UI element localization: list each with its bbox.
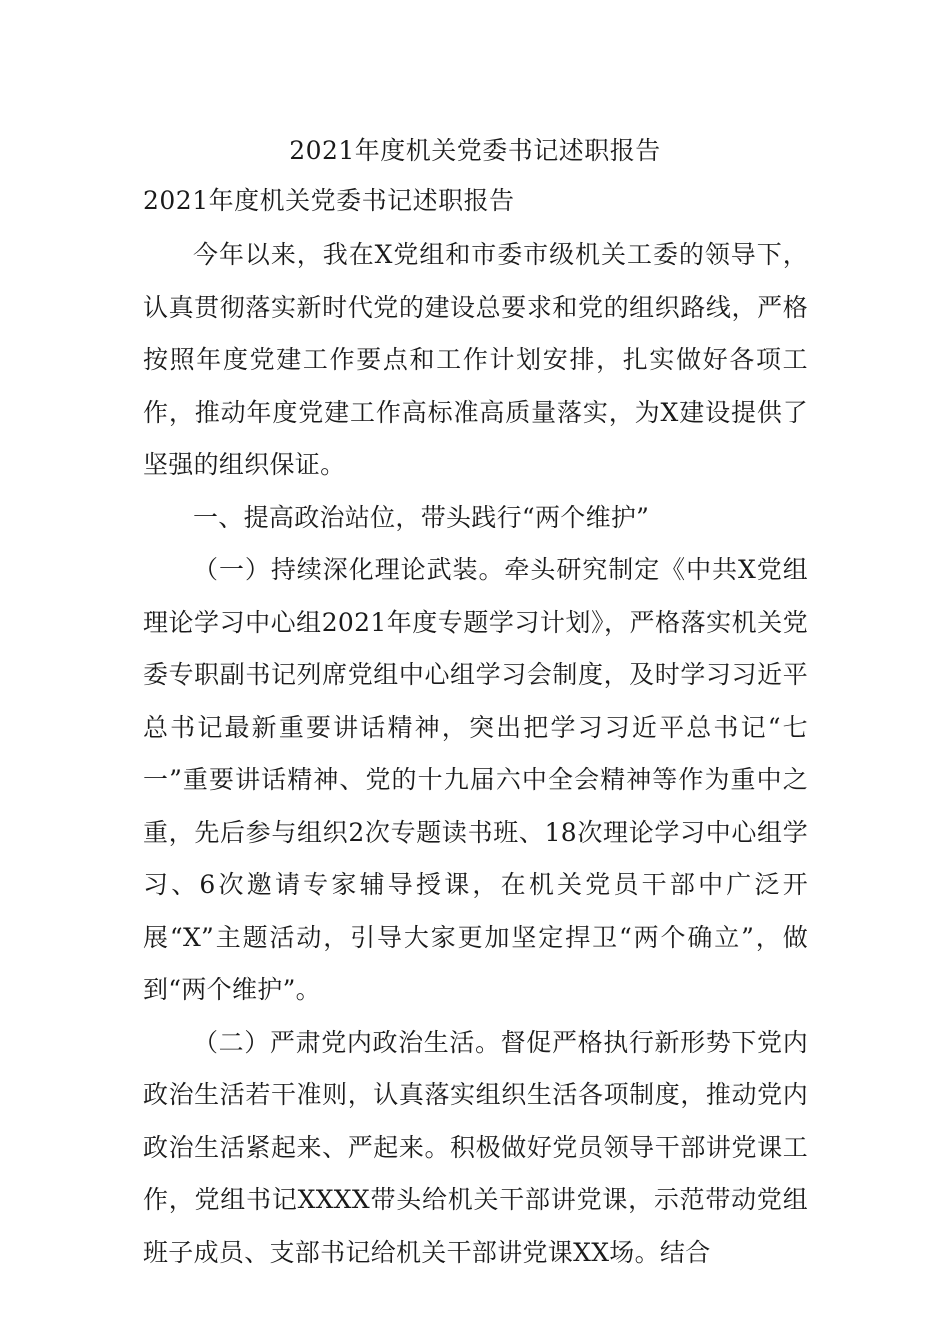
document-body	[143, 229, 808, 1279]
document-title: 2021年度机关党委书记述职报告	[289, 136, 661, 165]
section-heading-1: 一、提高政治站位，带头践行“两个维护”	[193, 502, 650, 532]
paragraph-party-life: （二）严肃党内政治生活。督促严格执行新形势下党内政治生活若干准则，认真落实组织生活各项制度，推动党内政治生活紧起来、严起来。积极做好党员领导干部讲党课工作，党组书记XXXX带头给机关干部讲党课，示范带动党组班子成员、支部书记给机关干部讲党课XX场。结合	[143, 1027, 808, 1267]
document-subtitle: 2021年度机关党委书记述职报告	[143, 186, 515, 215]
paragraph-theory-study: （一）持续深化理论武装。牵头研究制定《中共X党组理论学习中心组2021年度专题学习计划》，严格落实机关党委专职副书记列席党组中心组学习会制度，及时学习习近平总书记最新重要讲话精神，突出把学习习近平总书记“七一”重要讲话精神、党的十九届六中全会精神等作为重中之重，先后参与组织2次专题读书班、18次理论学习中心组学习、6次邀请专家辅导授课，在机关党员干部中广泛开展“X”主题活动，引导大家更加坚定捍卫“两个确立”，做到“两个维护”。	[143, 555, 808, 1004]
intro-paragraph: 今年以来，我在X党组和市委市级机关工委的领导下，认真贯彻落实新时代党的建设总要求和党的组织路线，严格按照年度党建工作要点和工作计划安排，扎实做好各项工作，推动年度党建工作高标准高质量落实，为X建设提供了坚强的组织保证。	[143, 240, 808, 479]
